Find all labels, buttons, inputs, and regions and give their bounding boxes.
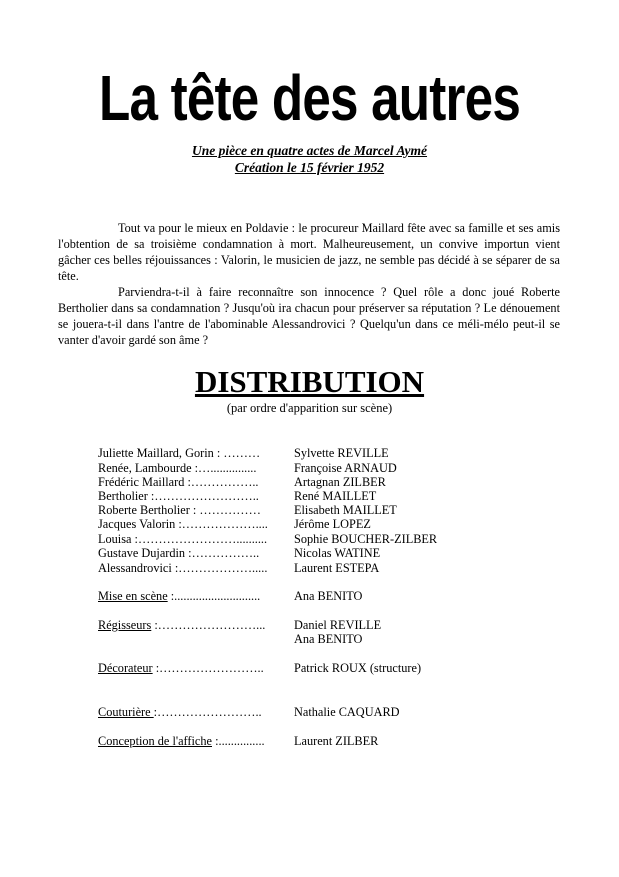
cast-role: Juliette Maillard, Gorin : ……… <box>98 446 261 460</box>
cast-row <box>98 503 518 518</box>
synopsis <box>58 220 560 348</box>
subtitle-author: Une pièce en quatre actes de Marcel Aymé <box>191 143 428 158</box>
cast-row <box>98 446 518 461</box>
crew-row-regisseurs-2 <box>98 632 518 647</box>
cast-row <box>98 561 518 576</box>
crew-dots: :............... <box>212 734 265 748</box>
crew-name: Daniel REVILLE <box>294 618 382 632</box>
crew-name: Ana BENITO <box>294 632 363 646</box>
synopsis-paragraph-2: Parviendra-t-il à faire reconnaître son innocence ? Quel rôle a donc joué Roberte Bertholier dans sa condamnation ? Jusqu'où ira chacun pour préserver sa réputation ? Le dénouement se jouera-t-il dans l'antre de l'abominable Alessandrovici ? Quelqu'un dans ce méli-mélo peut-il se vanter d'avoir gardé son âme ? <box>58 285 560 347</box>
page-title: La tête des autres <box>99 62 520 134</box>
crew-name: Ana BENITO <box>294 589 363 603</box>
cast-role: Alessandrovici :………………..... <box>98 561 268 575</box>
subtitle-creation-date: Création le 15 février 1952 <box>234 160 385 175</box>
crew-row-regisseurs <box>98 618 518 633</box>
cast-actor: Elisabeth MAILLET <box>294 503 397 517</box>
synopsis-paragraph-1: Tout va pour le mieux en Poldavie : le procureur Maillard fête avec sa famille et ses amis l'obtention de sa troisième condamnation à mort. Malheureusement, un convive importun vient gâcher ces belles réjouissances : Valorin, le musicien de jazz, ne semble pas décidé à se séparer de sa tête. <box>58 221 560 283</box>
crew-row-affiche <box>98 734 518 749</box>
cast-role: Jacques Valorin :……………….... <box>98 517 268 531</box>
crew-label: Régisseurs <box>98 618 152 632</box>
cast-row <box>98 532 518 547</box>
crew-row-couturiere <box>98 705 518 720</box>
crew-name: Patrick ROUX (structure) <box>294 661 422 675</box>
crew-name: Laurent ZILBER <box>294 734 379 748</box>
distribution-heading: DISTRIBUTION <box>194 364 425 399</box>
cast-actor: Sylvette REVILLE <box>294 446 389 460</box>
cast-role: Gustave Dujardin :…………….. <box>98 546 260 560</box>
cast-actor: Nicolas WATINE <box>294 546 381 560</box>
cast-role: Frédéric Maillard :…………….. <box>98 475 259 489</box>
crew-label: Conception de l'affiche <box>98 734 212 748</box>
crew-row-decorateur <box>98 661 518 676</box>
cast-actor: René MAILLET <box>294 489 377 503</box>
crew-label: Couturière <box>98 705 154 719</box>
cast-row <box>98 489 518 504</box>
cast-row <box>98 546 518 561</box>
cast-actor: Artagnan ZILBER <box>294 475 386 489</box>
cast-row <box>98 517 518 532</box>
cast-row <box>98 475 518 490</box>
crew-dots: :……………………... <box>151 618 266 632</box>
distribution-note: (par ordre d'apparition sur scène) <box>226 401 393 415</box>
cast-actor: Laurent ESTEPA <box>294 561 380 575</box>
cast-role: Roberte Bertholier : …………… <box>98 503 261 517</box>
cast-role: Renée, Lambourde :…............... <box>98 461 257 475</box>
crew-dots: :…………………….. <box>153 705 262 719</box>
cast-row <box>98 461 518 476</box>
cast-actor: Françoise ARNAUD <box>294 461 397 475</box>
crew-dots: :…………………….. <box>152 661 264 675</box>
crew-label: Mise en scène <box>98 589 168 603</box>
cast-role: Louisa :…………………….......... <box>98 532 268 546</box>
crew-label: Décorateur <box>98 661 153 675</box>
crew-dots: :............................ <box>167 589 261 603</box>
cast-actor: Sophie BOUCHER-ZILBER <box>294 532 438 546</box>
cast-actor: Jérôme LOPEZ <box>294 517 371 531</box>
crew-name: Nathalie CAQUARD <box>294 705 400 719</box>
crew-row-mise-en-scene <box>98 589 518 604</box>
cast-role: Bertholier :…………………….. <box>98 489 259 503</box>
